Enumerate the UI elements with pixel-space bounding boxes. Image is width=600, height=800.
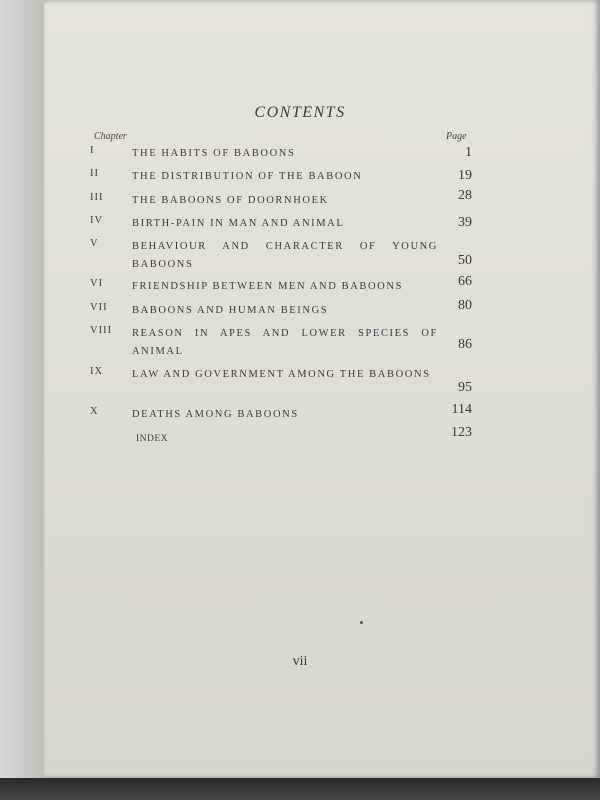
page-number: 80 — [458, 298, 472, 313]
chapter-title: BABOONS AND HUMAN BEINGS — [132, 305, 329, 316]
chapter-title: BIRTH-PAIN IN MAN AND ANIMAL — [132, 218, 345, 229]
chapter-title: REASON IN APES AND LOWER SPECIES OF ANIMAL — [132, 328, 438, 357]
page-number: 1 — [465, 145, 472, 160]
page-number: 50 — [458, 253, 472, 268]
page-title: CONTENTS — [254, 104, 346, 121]
page-number: 95 — [458, 380, 472, 395]
chapter-number: V — [90, 238, 99, 249]
page-number: 123 — [451, 425, 472, 440]
folio-number: vii — [292, 654, 308, 669]
chapter-number: VI — [90, 278, 104, 289]
page-column-header: Page — [446, 131, 467, 142]
chapter-number: VIII — [90, 325, 113, 336]
chapter-title: FRIENDSHIP BETWEEN MEN AND BABOONS — [132, 281, 404, 292]
chapter-number: IX — [90, 366, 104, 377]
page-number: 39 — [458, 215, 472, 230]
page-number: 86 — [458, 337, 472, 352]
page-number: 28 — [458, 188, 472, 203]
index-title: INDEX — [136, 434, 169, 444]
paper-speck — [360, 621, 363, 624]
page-number: 114 — [451, 402, 472, 417]
chapter-number: III — [90, 192, 104, 203]
chapter-number: II — [90, 168, 99, 179]
chapter-title: BEHAVIOUR AND CHARACTER OF YOUNG BABOONS — [132, 241, 438, 270]
chapter-number: VII — [90, 302, 108, 313]
chapter-number: X — [90, 406, 99, 417]
chapter-title: DEATHS AMONG BABOONS — [132, 409, 299, 420]
page-shadow — [0, 778, 600, 800]
page-number: 19 — [458, 168, 472, 183]
chapter-number: IV — [90, 215, 104, 226]
chapter-column-header: Chapter — [94, 131, 127, 142]
chapter-title: THE BABOONS OF DOORNHOEK — [132, 195, 329, 206]
chapter-number: I — [90, 145, 95, 156]
page-number: 66 — [458, 274, 472, 289]
chapter-title: THE HABITS OF BABOONS — [132, 148, 296, 159]
chapter-title: THE DISTRIBUTION OF THE BABOON — [132, 171, 363, 182]
chapter-title: LAW AND GOVERNMENT AMONG THE BABOONS — [132, 369, 431, 380]
